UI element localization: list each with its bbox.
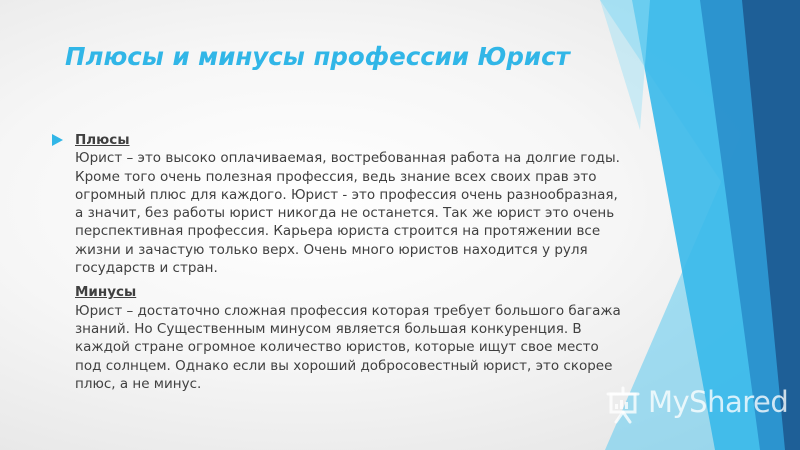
watermark-text: MyShared xyxy=(648,385,789,419)
slide-body xyxy=(52,131,622,393)
bullet-arrow-icon xyxy=(52,134,63,146)
cons-text: Юрист – достаточно сложная профессия которая требует большого багажа знаний. Но Существенным минусом является большая конкуренция. В каждой стране огромное количество юристов, которые ищут свое место под солнцем. Однако если вы хороший добросовестный юрист, это скорее плюс, а не минус. xyxy=(75,302,621,392)
presentation-board-icon xyxy=(603,385,643,425)
slide-title: Плюсы и минусы профессии Юрист xyxy=(65,42,570,71)
bullet-item xyxy=(75,131,622,393)
cons-heading: Минусы xyxy=(75,284,137,301)
pros-heading: Плюсы xyxy=(75,132,130,148)
myshared-watermark xyxy=(603,385,789,425)
decor-triangle-thin xyxy=(600,0,650,130)
pros-text: Юрист – это высоко оплачиваемая, востребованная работа на долгие годы. Кроме того очень полезная профессия, ведь знание всех своих прав это огромный плюс для каждого. Юрист - это профессия очень разнообразная, а значит, без работы юрист никогда не останется. Так же юрист это очень перспективная профессия. Карьера юриста строится на протяжении все жизни и зачастую только верх. Очень много юристов находится у руля государств и стран. xyxy=(75,150,620,277)
